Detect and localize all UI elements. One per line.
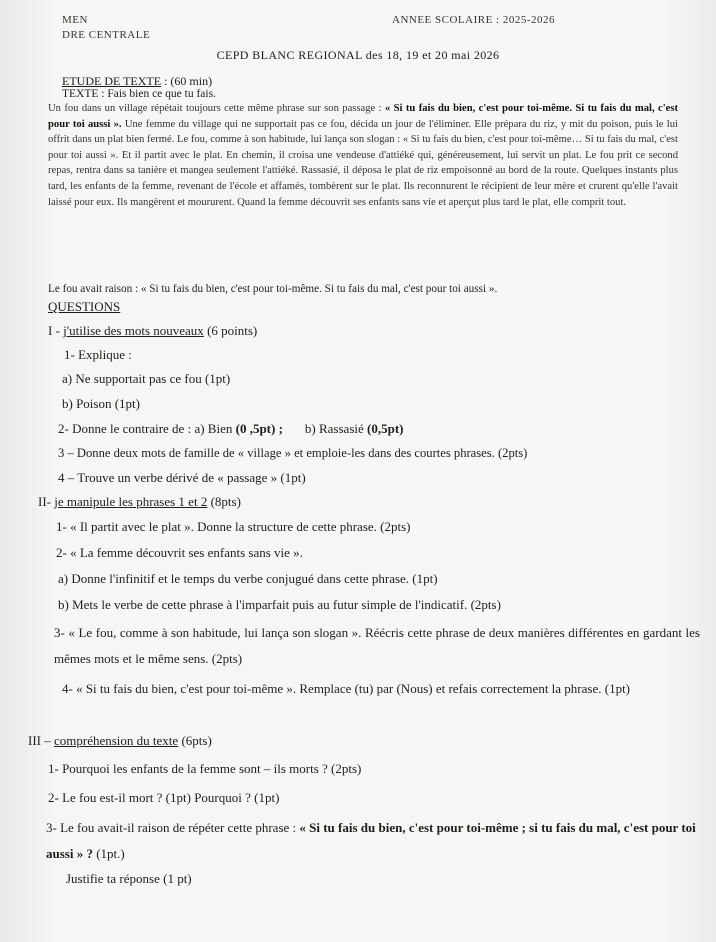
section3-title: compréhension du texte [54,733,179,748]
section3-num: III – [28,733,54,748]
etude-heading [62,74,212,89]
section2-num: II- [38,494,55,509]
s1-q2b: b) Rassasié [304,421,368,436]
section2-points: (8pts) [207,494,241,509]
s2-q4: 4- « Si tu fais du bien, c'est pour toi-même ». Remplace (tu) par (Nous) et refais correctement la phrase. (1pt) [62,681,631,696]
s2-q3: 3- « Le fou, comme à son habitude, lui lança son slogan ». Réécris cette phrase de deux manières différentes en gardant les mêmes mots et le même sens. (2pts) [54,625,700,666]
s1-q1a: a) Ne supportait pas ce fou (1pt) [62,371,231,386]
s3-q3-quote: « Si tu fais du bien, c'est pour toi-même ; si tu fais du mal, c'est pour toi aussi » ? [46,820,696,861]
s1-q3: 3 – Donne deux mots de famille de « village » et emploie-les dans des courtes phrases. (2pts) [58,446,528,460]
s2-q1: 1- « Il partit avec le plat ». Donne la structure de cette phrase. (2pts) [56,519,411,534]
section2-title: je manipule les phrases 1 et 2 [54,494,208,509]
text-part-1: Un fou dans un village répétait toujours cette même phrase sur son passage : [48,103,385,114]
s2-q2a: a) Donne l'infinitif et le temps du verbe conjugué dans cette phrase. (1pt) [58,571,438,586]
section1-heading [48,323,257,339]
ministry-label: MEN [62,14,88,26]
s3-q3-lead: 3- Le fou avait-il raison de répéter cette phrase : [46,820,300,835]
questions-heading: QUESTIONS [48,299,121,314]
etude-duration: : (60 min) [161,74,213,88]
s3-q3 [46,815,710,867]
s1-q1b: b) Poison (1pt) [62,396,140,411]
s3-q3-justify: Justifie ta réponse (1 pt) [66,871,192,886]
s1-q2 [58,421,403,437]
text-conclusion: Le fou avait raison : « Si tu fais du bien, c'est pour toi-même. Si tu fais du mal, c'est pour toi aussi ». [48,283,498,295]
s1-q2a-pts: (0 ,5pt) ; [235,421,283,436]
school-year: ANNEE SCOLAIRE : 2025-2026 [392,14,556,26]
dre-label: DRE CENTRALE [62,29,151,41]
section1-title: j'utilise des mots nouveaux [63,323,204,338]
s3-q2: 2- Le fou est-il mort ? (1pt) Pourquoi ? (1pt) [48,790,280,805]
s2-q2: 2- « La femme découvrit ses enfants sans vie ». [56,545,303,560]
text-slogan: « Si tu fais du bien, c'est pour toi-même. Si tu fais du mal, c'est pour toi aussi ». [48,103,678,130]
etude-heading-label: ETUDE DE TEXTE [62,74,162,88]
s1-q2a: 2- Donne le contraire de : a) Bien [58,421,236,436]
s2-q2b: b) Mets le verbe de cette phrase à l'imparfait puis au futur simple de l'indicatif. (2pts) [58,597,501,612]
text-part-2: Une femme du village qui ne supportait pas ce fou, décida un jour de l'éliminer. Elle prépara du riz, y mit du poison, puis le lui offrit dans un plat bien fermé. Le fou, comme à son habitude, lui lança son slogan : « Si tu fais du bien, c'est pour toi-même… Si tu fais du mal, c'est pour toi aussi ». Et il partit avec le plat. En chemin, il croisa une vendeuse d'attiéké qui, généreusement, lui servit un plat. Le fou prit ce second repas, rentra dans sa tanière et mangea seulement l'attiéké. Rassasié, il déposa le plat de riz empoisonné au bord de la route. Quelques instants plus tard, les enfants de la femme, revenant de l'école et affamés, tombèrent sur le plat. Ils reconnurent le récipient de leur mère et crurent qu'elle l'avait laissé pour eux. Ils mangèrent et moururent. Quand la femme découvrit ses enfants sans vie et aperçut plus tard le plat, elle comprit tout. [48,118,678,208]
section2-heading [38,494,241,510]
s1-q2b-pts: (0,5pt) [367,421,404,436]
section1-num: I - [48,323,64,338]
text-title: TEXTE : Fais bien ce que tu fais. [62,88,216,100]
section3-points: (6pts) [178,733,212,748]
section3-heading [28,733,212,749]
section1-points: (6 points) [203,323,258,338]
s1-q1: 1- Explique : [64,347,132,362]
s1-q4: 4 – Trouve un verbe dérivé de « passage » (1pt) [58,470,306,485]
s3-q1: 1- Pourquoi les enfants de la femme sont – ils morts ? (2pts) [48,761,362,776]
exam-title: CEPD BLANC REGIONAL des 18, 19 et 20 mai 2026 [216,48,500,62]
s3-q3-pts: (1pt.) [92,846,125,861]
text-paragraph [48,101,678,210]
